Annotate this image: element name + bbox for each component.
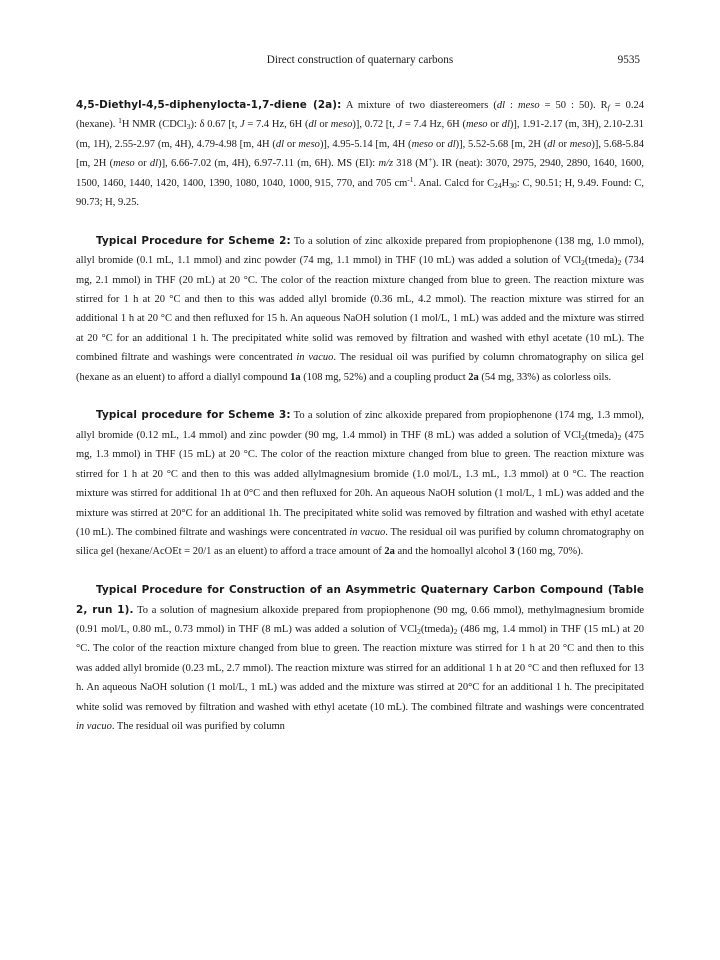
page-number: 9535 bbox=[617, 54, 640, 66]
asymmetric-heading: Typical Procedure for Construction of an Asymmetric Quaternary Carbon Compound (Table 2, run 1). bbox=[76, 584, 644, 616]
running-title: Direct construction of quaternary carbons bbox=[266, 54, 454, 66]
body-text bbox=[76, 96, 644, 756]
scheme2-paragraph: Typical Procedure for Scheme 2: To a solution of zinc alkoxide prepared from propiophenone (138 mg, 1.0 mmol), allyl bromide (0.1 mL, 1.1 mmol) and zinc powder (74 mg, 1.1 mmol) in THF (10 mL) was added a solution of $VCl_2(tmeda)_2$ (734 mg, 2.1 mmol) in THF (20 mL) at 20 °C. The color of the reaction mixture changed from blue to green. The reaction mixture was stirred for 1 h at 20 °C and then to this was added allyl bromide (0.36 mL, 4.2 mmol). The reaction mixture was stirred for an additional 1 h at 20 °C and then refluxed for 15 h. An aqueous NaOH solution (1 mol/L, 1 mL) was added and the mixture was stirred at 20 °C for an additional 1 h. The precipitated white solid was removed by filtration and washed with ethyl acetate (10 mL). The combined filtrate and washings were concentrated in vacuo. The residual oil was purified by column chromatography on silica gel (hexane as an eluent) to afford a diallyl compound 1a (108 mg, 52%) and a coupling product 2a (54 mg, 33%) as colorless oils. bbox=[76, 234, 644, 383]
running-header bbox=[76, 52, 644, 68]
scheme3-heading: Typical procedure for Scheme 3: bbox=[96, 409, 291, 422]
scheme2-heading: Typical Procedure for Scheme 2: bbox=[96, 234, 291, 247]
scheme3-paragraph: Typical procedure for Scheme 3: To a solution of zinc alkoxide prepared from propiophenone (174 mg, 1.3 mmol), allyl bromide (0.12 mL, 1.4 mmol) and zinc powder (90 mg, 1.4 mmol) in THF (8 mL) was added a solution of $VCl_2(tmeda)_2$ (475 mg, 1.3 mmol) in THF (15 mL) at 20 °C. The color of the reaction mixture changed from blue to green. The reaction mixture was stirred for 1 h at 20 °C and then to this was added allylmagnesium bromide (1.0 mol/L, 1.3 mL, 1.3 mmol) at 0 °C. The reaction mixture was stirred for additional 1h at 0°C and then refluxed for 20h. An aqueous NaOH solution (1 mol/L, 1 mL) was added and the mixture was stirred at 20°C for an additional 1h. The precipitated white solid was removed by filtration and washed with ethyl acetate (10 mL). The combined filtrate and washings were concentrated in vacuo. The residual oil was purified by column chromatography on silica gel (hexane/AcOEt = 20/1 as an eluent) to afford a trace amount of 2a and the homoallyl alcohol 3 (160 mg, 70%). bbox=[76, 409, 645, 558]
compound-2a-heading: 4,5-Diethyl-4,5-diphenylocta-1,7-diene (2a): bbox=[76, 99, 342, 111]
compound-2a-paragraph: 4,5-Diethyl-4,5-diphenylocta-1,7-diene (2a): A mixture of two diastereomers (dl : meso = 50 : 50). $R_f = 0.24$ (hexane). $^1$H NMR (CDCl$_3$): δ 0.67 [t, J = 7.4 Hz, 6H (dl or meso)], 0.72 [t, J = 7.4 Hz, 6H (meso or dl)], 1.91-2.17 (m, 3H), 2.10-2.31 (m, 1H), 2.55-2.97 (m, 4H), 4.79-4.98 [m, 4H (dl or meso)], 4.95-5.14 [m, 4H (meso or dl)], 5.52-5.68 [m, 2H (dl or meso)], 5.68-5.84 [m, 2H (meso or dl)], 6.66-7.02 (m, 4H), 6.97-7.11 (m, 6H). MS (EI): m/z 318 (M+). IR (neat): 3070, 2975, 2940, 2890, 1640, 1600, 1500, 1460, 1440, 1420, 1400, 1390, 1080, 1040, 1000, 915, 770, and 705 $cm^{-1}$. Anal. Calcd for $C_{24}H_{30}$: C, 90.51; H, 9.49. Found: C, 90.73; H, 9.25. bbox=[76, 99, 645, 209]
asymmetric-paragraph: Typical Procedure for Construction of an Asymmetric Quaternary Carbon Compound (Table 2, run 1). To a solution of magnesium alkoxide prepared from propiophenone (90 mg, 0.66 mmol), methylmagnesium bromide (0.91 mol/L, 0.80 mL, 0.73 mmol) in THF (8 mL) was added a solution of $VCl_2(tmeda)_2$ (486 mg, 1.4 mmol) in THF (15 mL) at 20 °C. The color of the reaction mixture changed from blue to green. The reaction mixture was stirred for 1 h at 20 °C and then to this was added allyl bromide (0.23 mL, 2.7 mmol). The reaction mixture was stirred for an additional 1 h at 20 °C and then refluxed for 13 h. An aqueous NaOH solution (1 mol/L, 1 mL) was added and the mixture was stirred at 20°C for an additional 1 h. The precipitated white solid was removed by filtration and washed with ethyl acetate (10 mL). The combined filtrate and washings were concentrated in vacuo. The residual oil was purified by column bbox=[76, 584, 644, 732]
